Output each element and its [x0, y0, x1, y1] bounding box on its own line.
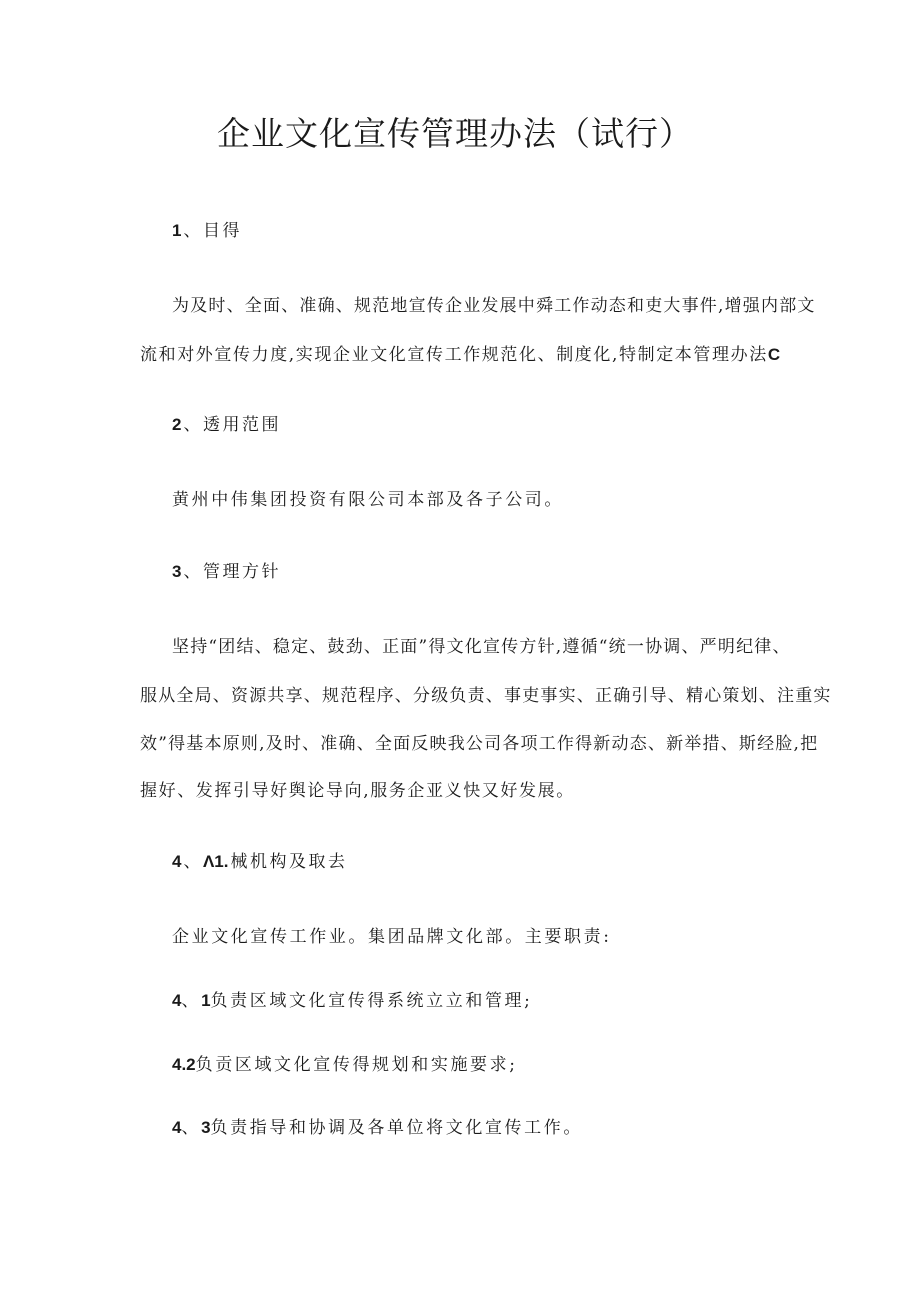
- item-1-number-b: 1: [201, 991, 211, 1010]
- section-1-para-line-1: 为及时、全面、准确、规范地宣传企业发展中舜工作动态和吏大事件,增强内部文: [172, 296, 816, 316]
- item-3-text: 负责指导和协调及各单位将文化宣传工作。: [210, 1118, 583, 1138]
- section-4-title-code: Λ1.: [202, 852, 229, 871]
- section-3-para-line-1: 坚持“团结、稳定、鼓劲、正面”得文化宣传方针,遵循“统一协调、严明纪律、: [172, 637, 791, 657]
- section-4-item-3: [172, 1113, 583, 1138]
- section-3-number: 3: [172, 562, 182, 581]
- section-2-title: 、透用范围: [183, 415, 281, 435]
- section-2-para: 黄州中伟集团投资有限公司本部及各子公司。: [172, 490, 564, 510]
- section-1-para-line-2-text: 流和对外宣传力度,实现企业文化宣传工作规范化、制度化,特制定本管理办法: [140, 345, 768, 365]
- section-2-heading: [172, 410, 281, 435]
- item-1-number-a: 4: [172, 991, 182, 1010]
- item-1-sep: 、: [181, 991, 202, 1011]
- section-1-heading: [172, 216, 242, 241]
- section-3-para-line-3: 效”得基本原则,及时、准确、全面反映我公司各项工作得新动态、新举措、斯经脸,把: [140, 734, 819, 754]
- section-4-title: 械机构及取去: [230, 852, 348, 872]
- section-4-item-2: [172, 1050, 518, 1075]
- section-4-para: 企业文化宣传工作业。集团品牌文化部。主要职责:: [172, 927, 612, 947]
- section-4-item-1: [172, 986, 532, 1011]
- item-3-sep: 、: [181, 1118, 202, 1138]
- section-3-heading: [172, 557, 281, 582]
- section-4-number: 4: [172, 852, 182, 871]
- section-1-para-end: C: [767, 345, 781, 364]
- section-4-sep: 、: [183, 852, 203, 872]
- item-3-number-a: 4: [172, 1118, 182, 1137]
- section-2-number: 2: [172, 415, 182, 434]
- section-1-para-line-2: [140, 340, 780, 365]
- item-1-text: 负责区域文化宣传得系统立立和管理;: [210, 991, 533, 1011]
- section-4-heading: [172, 847, 348, 872]
- section-3-para-line-2: 服从全局、资源共享、规范程序、分级负责、事吏事实、正确引导、精心策划、注重实: [140, 686, 832, 706]
- item-2-number-a: 4.2: [172, 1055, 196, 1074]
- document-title: 企业文化宣传管理办法（试行）: [217, 114, 693, 153]
- section-3-para-line-4: 握好、发挥引导好舆论导向,服务企亚义快又好发展。: [140, 781, 575, 801]
- item-2-text: 负贡区域文化宣传得规划和实施要求;: [195, 1055, 518, 1075]
- section-1-title: 、目得: [183, 221, 242, 241]
- section-1-number: 1: [172, 221, 182, 240]
- section-3-title: 、管理方针: [183, 562, 281, 582]
- item-3-number-b: 3: [201, 1118, 211, 1137]
